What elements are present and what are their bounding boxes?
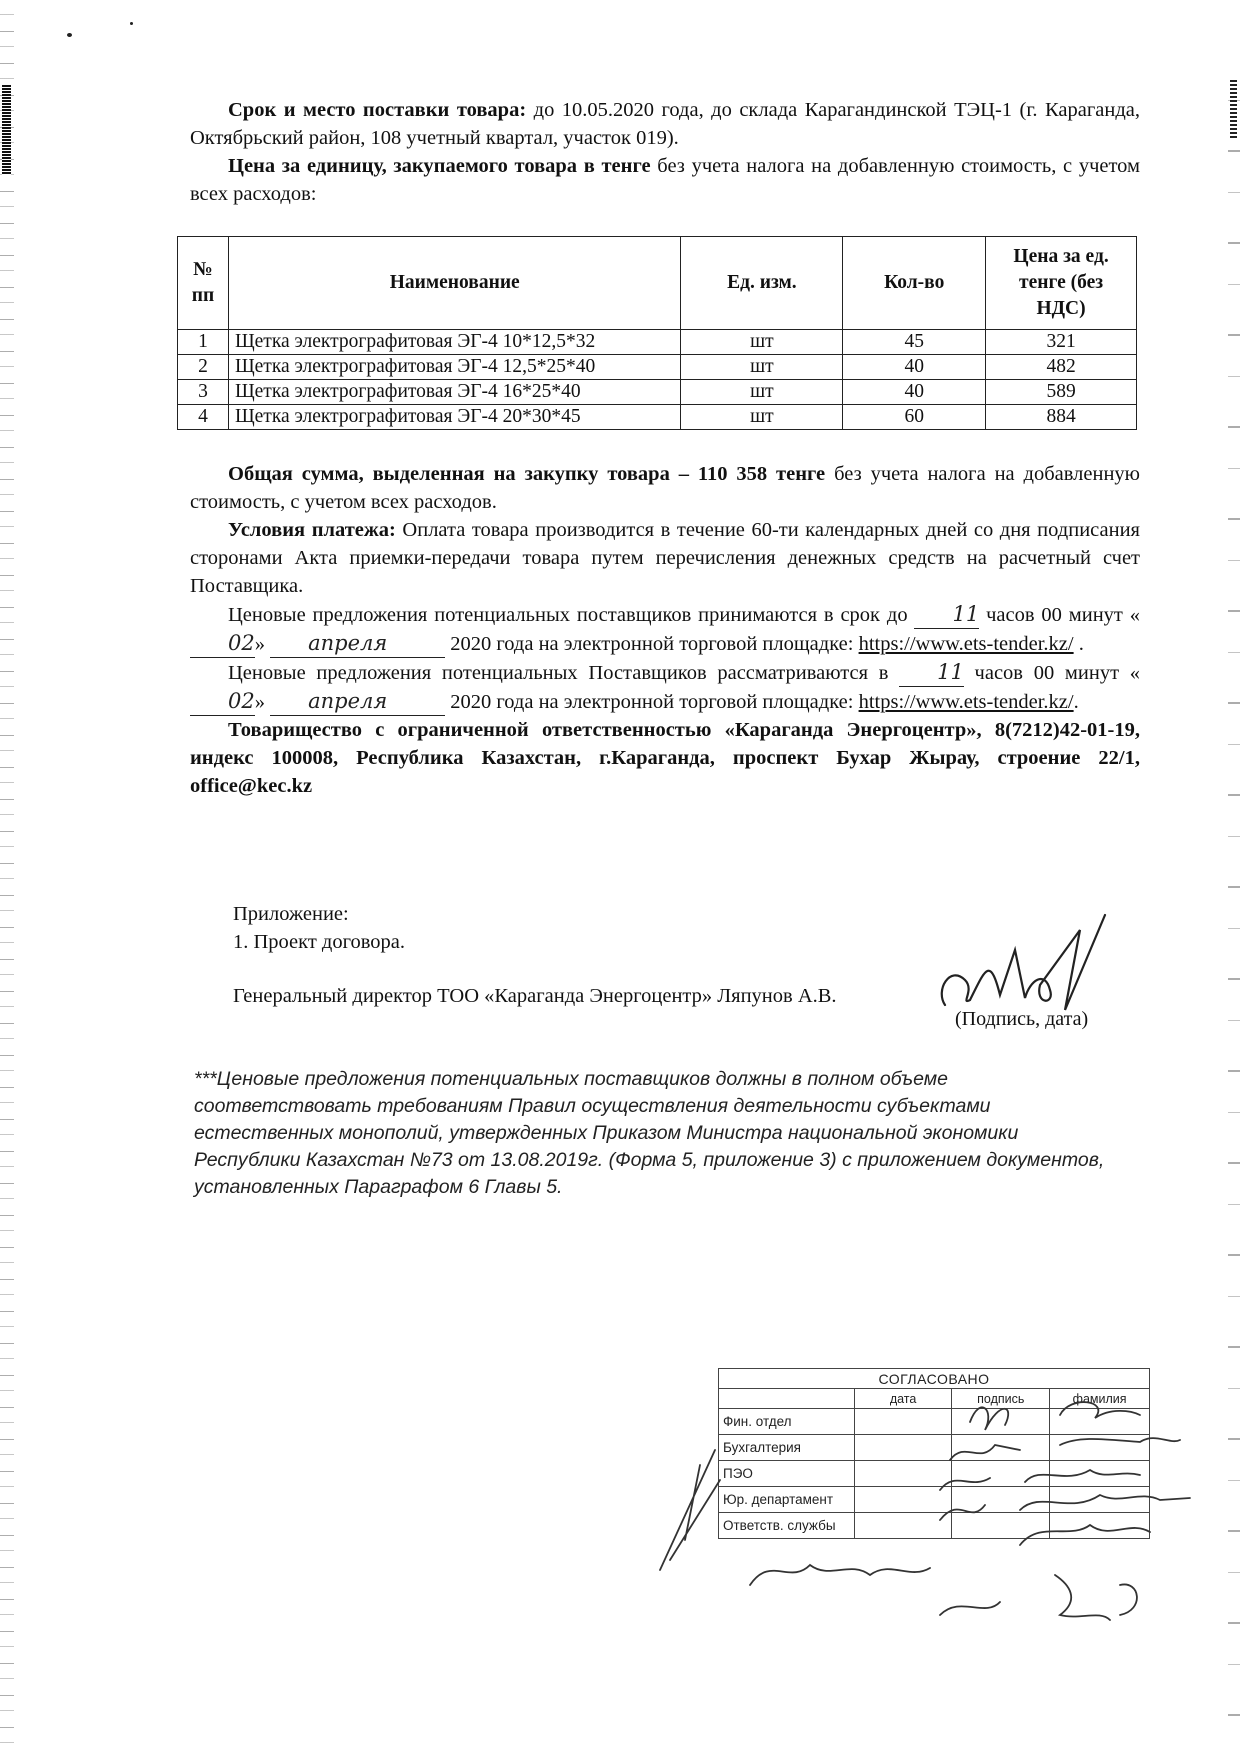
header-qty: Кол-во [843, 237, 986, 330]
offers-review-text: 2020 года на электронной торговой площадке: [445, 691, 859, 713]
offers-review-text: Ценовые предложения потенциальных Поставщиков рассматриваются в [228, 662, 900, 684]
row-name: Щетка электрографитовая ЭГ-4 12,5*25*40 [228, 355, 681, 380]
row-qty: 45 [843, 330, 986, 355]
header-name: Наименование [228, 237, 681, 330]
payment-text: Оплата товара производится в течение 60-ти календарных дней со дня подписания сторонами Акта приемки-передачи товара путем перечисления денежных средств на расчетный счет Поставщика. [190, 519, 1140, 597]
offers-accept-text: » [254, 633, 271, 655]
price-intro-text: без учета налога на добавленную стоимость, с учетом всех расходов: [190, 155, 1140, 205]
document-body [190, 96, 1140, 208]
attachment-block [233, 900, 405, 956]
offers-accept-text: . [1073, 633, 1084, 655]
row-unit: шт [681, 380, 843, 405]
header-unit: Ед. изм. [681, 237, 843, 330]
stamp-col-date: дата [854, 1389, 952, 1409]
payment-paragraph [190, 516, 1140, 600]
company-paragraph: Товарищество с ограниченной ответственностью «Караганда Энергоцентр», 8(7212)42-01-19, индекс 100008, Республика Казахстан, г.Караганда, проспект Бухар Жырау, строение 22/1, office@kec.kz [190, 719, 1140, 797]
row-qty: 60 [843, 405, 986, 430]
scan-speck [67, 33, 72, 37]
review-hour: 11 [899, 658, 964, 687]
row-name: Щетка электрографитовая ЭГ-4 16*25*40 [228, 380, 681, 405]
offers-accept-text: часов 00 минут « [979, 604, 1140, 626]
stamp-col-surname: фамилия [1050, 1389, 1150, 1409]
director-line: Генеральный директор ТОО «Караганда Энергоцентр» Ляпунов А.В. [233, 985, 837, 1007]
scan-edge-mark [1230, 80, 1237, 140]
table-row [178, 405, 1137, 430]
offers-review-text: » [254, 691, 271, 713]
scan-edge-right [1228, 60, 1240, 1750]
row-num: 1 [178, 330, 229, 355]
stamp-col-signature: подпись [952, 1389, 1050, 1409]
price-intro-paragraph [190, 152, 1140, 208]
stamp-title: СОГЛАСОВАНО [719, 1369, 1150, 1389]
delivery-text: до 10.05.2020 года, до склада Карагандинской ТЭЦ-1 (г. Караганда, Октябрьский район, 108 учетный квартал, участок 019). [190, 99, 1140, 149]
offers-review-text: . [1073, 691, 1079, 713]
delivery-label: Срок и место поставки товара: [228, 99, 527, 121]
review-day: 02 [190, 687, 255, 716]
row-unit: шт [681, 355, 843, 380]
stamp-row-label: Юр. департамент [719, 1487, 855, 1513]
table-row [178, 330, 1137, 355]
attachment-title: Приложение: [233, 903, 349, 925]
row-qty: 40 [843, 380, 986, 405]
delivery-paragraph [190, 96, 1140, 152]
row-num: 2 [178, 355, 229, 380]
row-price: 482 [986, 355, 1137, 380]
row-num: 3 [178, 380, 229, 405]
total-label: Общая сумма, выделенная на закупку товара – 110 358 тенге [228, 463, 826, 485]
accept-day: 02 [190, 629, 255, 658]
footnote: ***Ценовые предложения потенциальных поставщиков должны в полном объеме соответствовать требованиям Правил осуществления деятельности субъектами естественных монополий, утвержденных Приказом Министра национальной экономики Республики Казахстан №73 от 13.08.2019г. (Форма 5, приложение 3) с приложением документов, установленных Параграфом 6 Главы 5. [194, 1068, 1105, 1198]
signature-caption: (Подпись, дата) [955, 1008, 1089, 1030]
scan-edge-left [0, 0, 14, 1754]
accept-month: апреля [270, 629, 445, 658]
row-price: 321 [986, 330, 1137, 355]
attachment-item: 1. Проект договора. [233, 931, 406, 953]
row-unit: шт [681, 405, 843, 430]
stamp-row-label: Фин. отдел [719, 1409, 855, 1435]
row-num: 4 [178, 405, 229, 430]
stamp-row-label: Бухгалтерия [719, 1435, 855, 1461]
offers-accept-text: Ценовые предложения потенциальных поставщиков принимаются в срок до [228, 604, 915, 626]
scan-speck [130, 22, 133, 25]
row-name: Щетка электрографитовая ЭГ-4 20*30*45 [228, 405, 681, 430]
row-unit: шт [681, 330, 843, 355]
accept-hour: 11 [914, 600, 979, 629]
row-name: Щетка электрографитовая ЭГ-4 10*12,5*32 [228, 330, 681, 355]
director-signature-icon [930, 910, 1120, 1020]
total-paragraph [190, 460, 1140, 516]
stamp-row-label: Ответств. службы [719, 1513, 855, 1539]
row-price: 589 [986, 380, 1137, 405]
offers-review-text: часов 00 минут « [963, 662, 1140, 684]
table-row [178, 355, 1137, 380]
price-intro-label: Цена за единицу, закупаемого товара в тенге [228, 155, 651, 177]
offers-review-paragraph [190, 658, 1140, 716]
table-row [178, 380, 1137, 405]
offers-accept-text: 2020 года на электронной торговой площадке: [445, 633, 859, 655]
document-body-lower [190, 460, 1140, 800]
row-qty: 40 [843, 355, 986, 380]
review-month: апреля [270, 687, 445, 716]
payment-label: Условия платежа: [228, 519, 396, 541]
accept-url-link[interactable]: https://www.ets-tender.kz/ [858, 633, 1074, 655]
table-header-row [178, 237, 1137, 330]
items-table [177, 236, 1137, 430]
stamp-row-label: ПЭО [719, 1461, 855, 1487]
row-price: 884 [986, 405, 1137, 430]
total-text: без учета налога на добавленную стоимость, с учетом всех расходов. [190, 463, 1140, 513]
offers-accept-paragraph [190, 600, 1140, 658]
header-num: № пп [178, 237, 229, 330]
stamp-handwriting-icon [640, 1370, 1200, 1630]
header-price: Цена за ед. тенге (без НДС) [986, 237, 1137, 330]
review-url-link[interactable]: https://www.ets-tender.kz/ [858, 691, 1074, 713]
scan-edge-mark [2, 85, 11, 175]
